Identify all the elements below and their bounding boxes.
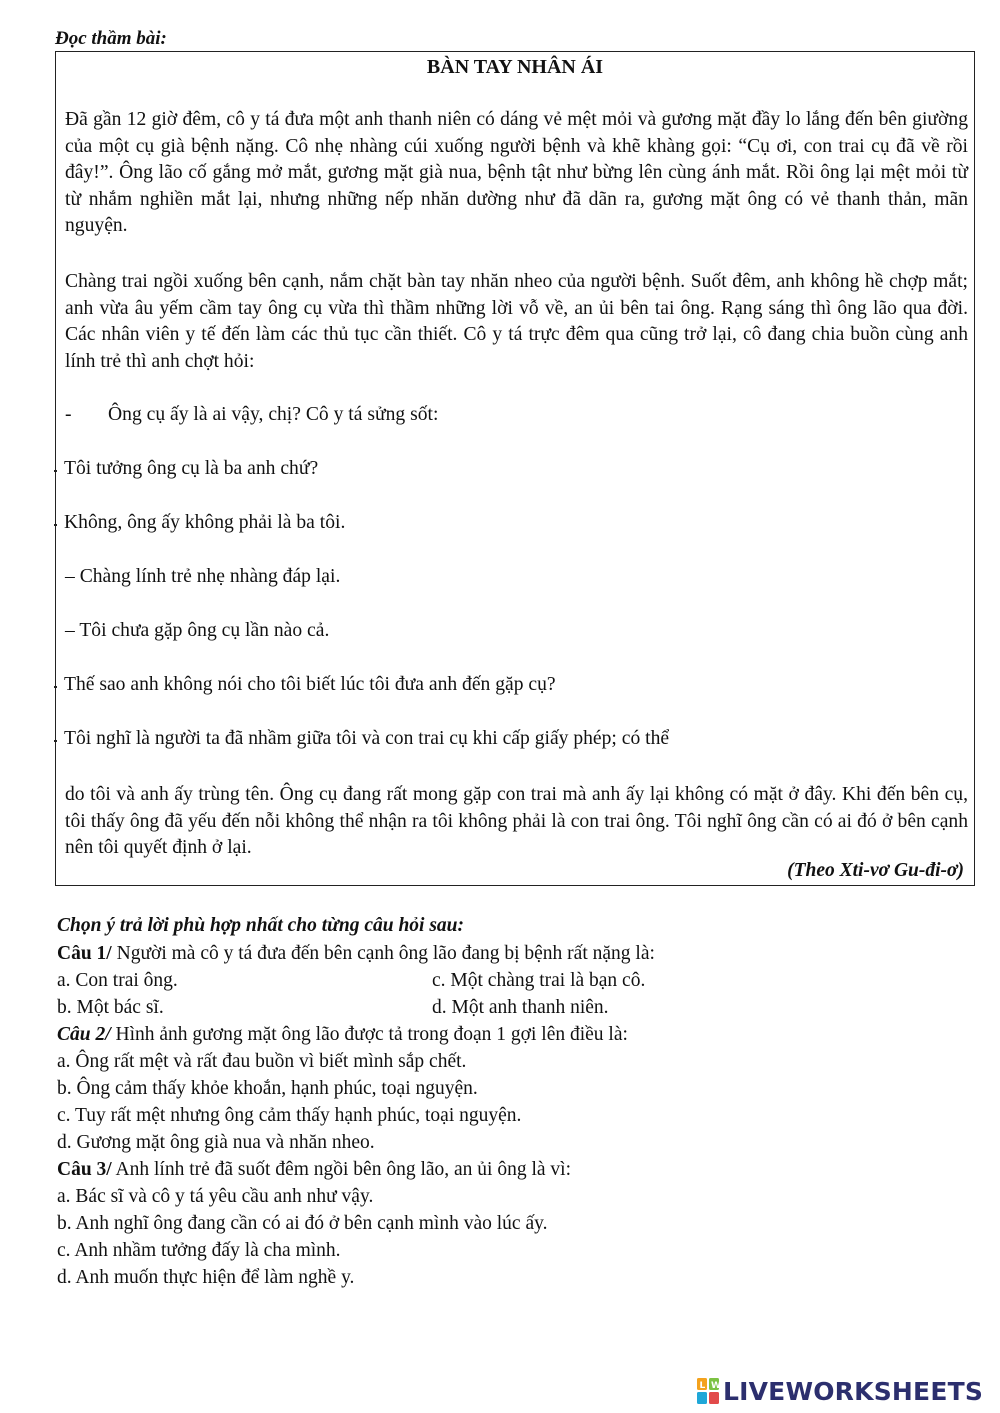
dialogue-line-3: Không, ông ấy không phải là ba tôi.	[64, 512, 346, 533]
dialogue-dash: -	[65, 404, 72, 425]
question-2-option-d[interactable]: d. Gương mặt ông già nua và nhăn nheo.	[57, 1132, 375, 1153]
question-3-text: Anh lính trẻ đã suốt đêm ngồi bên ông lão, an ủi ông là vì:	[111, 1159, 572, 1180]
story-source: (Theo Xti-vơ Gu-đi-ơ)	[787, 860, 964, 881]
liveworksheets-logo-icon	[697, 1378, 719, 1404]
question-1-option-d[interactable]: d. Một anh thanh niên.	[432, 997, 609, 1018]
dialogue-line-5: – Tôi chưa gặp ông cụ lần nào cả.	[65, 620, 330, 641]
question-1-label: Câu 1/	[57, 943, 112, 964]
question-2-option-c[interactable]: c. Tuy rất mệt nhưng ông cảm thấy hạnh phúc, toại nguyện.	[57, 1105, 522, 1126]
story-title: BÀN TAY NHÂN ÁI	[426, 56, 604, 78]
story-box	[55, 51, 975, 886]
question-3-option-c[interactable]: c. Anh nhầm tưởng đấy là cha mình.	[57, 1240, 341, 1261]
question-3-option-a[interactable]: a. Bác sĩ và cô y tá yêu cầu anh như vậy.	[57, 1186, 374, 1207]
dialogue-line-1: Ông cụ ấy là ai vậy, chị? Cô y tá sửng sốt:	[108, 404, 439, 425]
dialogue-dash-mark	[54, 470, 57, 472]
liveworksheets-logo	[697, 1374, 983, 1408]
dialogue-dash-mark	[54, 740, 57, 742]
story-paragraph-3: do tôi và anh ấy trùng tên. Ông cụ đang rất mong gặp con trai mà anh ấy lại không có mặt ở đây. Khi đến bên cụ, tôi thấy ông đã yếu đến nỗi không thể nhận ra tôi không phải là con trai ông. Tôi nghĩ ông cần có ai đó ở bên cạnh nên tôi quyết định ở lại.	[65, 784, 968, 858]
liveworksheets-logo-text: LIVEWORKSHEETS	[723, 1376, 984, 1406]
question-2-option-a[interactable]: a. Ông rất mệt và rất đau buồn vì biết mình sắp chết.	[57, 1051, 467, 1072]
svg-text:W: W	[711, 1381, 721, 1391]
dialogue-dash-mark	[54, 524, 57, 526]
question-1-option-c[interactable]: c. Một chàng trai là bạn cô.	[432, 970, 646, 991]
dialogue-line-7: Tôi nghĩ là người ta đã nhầm giữa tôi và con trai cụ khi cấp giấy phép; có thể	[64, 728, 670, 749]
dialogue-dash-mark	[54, 686, 57, 688]
svg-text:L: L	[699, 1381, 706, 1391]
question-3	[57, 1159, 571, 1181]
story-paragraph-1: Đã gần 12 giờ đêm, cô y tá đưa một anh thanh niên có dáng vẻ mệt mỏi và gương mặt đầy lo lắng đến bên giường của một cụ già bệnh nặng. Cô nhẹ nhàng cúi xuống người bệnh và khẽ khàng gọi: “Cụ ơi, con trai cụ đã về rồi đây!”. Ông lão cố gắng mở mắt, gương mặt già nua, bệnh tật như bừng lên cùng ánh mắt. Rồi ông lại mệt mỏi từ từ nhắm nghiền mắt lại, nhưng những nếp nhăn dường như đã dãn ra, gương mặt ông có vẻ thanh thản, mãn nguyện.	[65, 109, 968, 236]
question-2-option-b[interactable]: b. Ông cảm thấy khỏe khoắn, hạnh phúc, toại nguyện.	[57, 1078, 478, 1099]
question-1-option-b[interactable]: b. Một bác sĩ.	[57, 997, 164, 1018]
dialogue-line-6: Thế sao anh không nói cho tôi biết lúc tôi đưa anh đến gặp cụ?	[64, 674, 556, 695]
dialogue-line-4: – Chàng lính trẻ nhẹ nhàng đáp lại.	[65, 566, 341, 587]
question-2	[57, 1024, 628, 1046]
question-1-text: Người mà cô y tá đưa đến bên cạnh ông lão đang bị bệnh rất nặng là:	[111, 943, 655, 964]
question-3-label: Câu 3/	[57, 1159, 112, 1180]
question-3-option-b[interactable]: b. Anh nghĩ ông đang cần có ai đó ở bên cạnh mình vào lúc ấy.	[57, 1213, 548, 1234]
question-1	[57, 943, 655, 965]
story-paragraph-2: Chàng trai ngồi xuống bên cạnh, nắm chặt bàn tay nhăn nheo của người bệnh. Suốt đêm, anh không hề chợp mắt; anh vừa âu yếm cầm tay ông cụ vừa thì thầm những lời vỗ về, an ủi bên tai ông. Rạng sáng thì ông lão qua đời. Các nhân viên y tế đến làm các thủ tục cần thiết. Cô y tá trực đêm qua cũng trở lại, cô đang chia buồn cùng anh lính trẻ thì anh chợt hỏi:	[65, 271, 968, 372]
section-heading: Đọc thầm bài:	[55, 28, 167, 49]
question-3-option-d[interactable]: d. Anh muốn thực hiện để làm nghề y.	[57, 1267, 355, 1288]
question-1-option-a[interactable]: a. Con trai ông.	[57, 970, 178, 991]
question-instruction: Chọn ý trả lời phù hợp nhất cho từng câu hỏi sau:	[57, 915, 465, 936]
dialogue-line-2: Tôi tưởng ông cụ là ba anh chứ?	[64, 458, 319, 479]
question-2-text: Hình ảnh gương mặt ông lão được tả trong đoạn 1 gợi lên điều là:	[110, 1024, 628, 1045]
question-2-label: Câu 2/	[57, 1024, 111, 1045]
